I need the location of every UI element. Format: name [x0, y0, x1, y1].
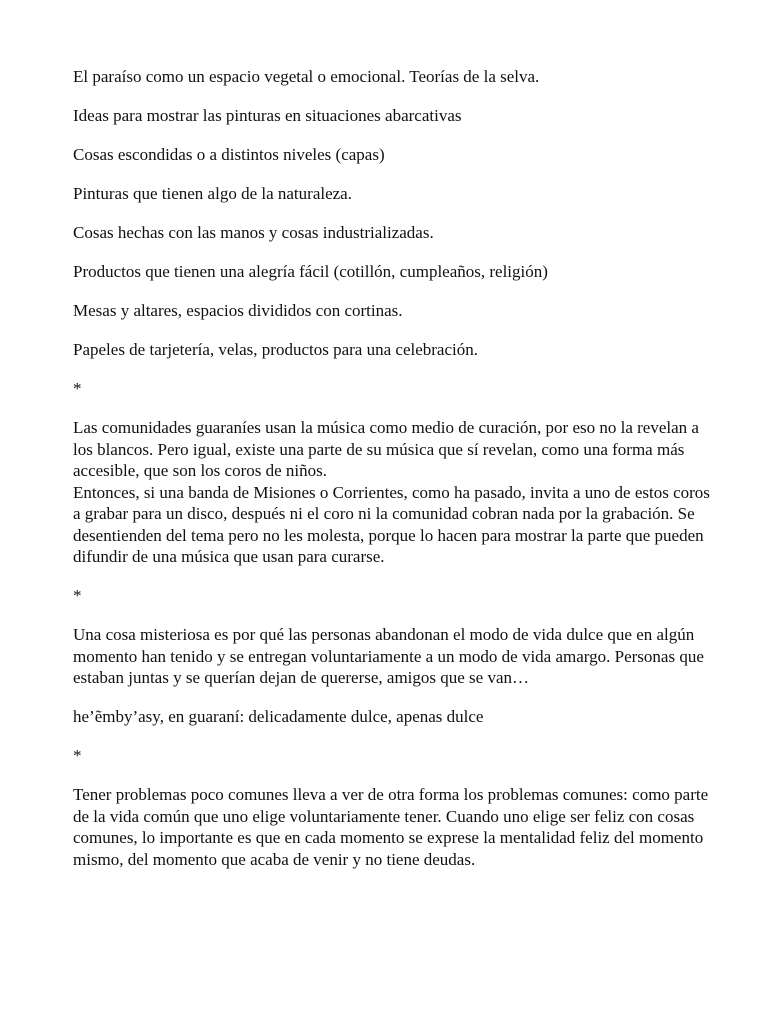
guarani-word-definition: he’ẽmby’asy, en guaraní: delicadamente dulce, apenas dulce: [73, 707, 484, 726]
section-separator: *: [73, 379, 82, 398]
note-line: El paraíso como un espacio vegetal o emocional. Teorías de la selva.: [73, 67, 540, 86]
note-line: Papeles de tarjetería, velas, productos para una celebración.: [73, 340, 478, 359]
section-separator: *: [73, 586, 82, 605]
note-line: Cosas hechas con las manos y cosas industrializadas.: [73, 223, 434, 242]
note-line: Productos que tienen una alegría fácil (cotillón, cumpleaños, religión): [73, 262, 548, 281]
note-line: Ideas para mostrar las pinturas en situaciones abarcativas: [73, 106, 462, 125]
common-problems-paragraph: Tener problemas poco comunes lleva a ver de otra forma los problemas comunes: como parte de la vida común que uno elige voluntariamente tener. Cuando uno elige ser feliz con cosas comunes, lo importante es que en cada momento se exprese la mentalidad feliz del momento mismo, del momento que acaba de venir y no tiene deudas.: [73, 785, 709, 869]
guarani-music-paragraph: Las comunidades guaraníes usan la música como medio de curación, por eso no la revelan a los blancos. Pero igual, existe una parte de su música que sí revelan, como una forma más accesible, que son los coros de niños.: [73, 418, 699, 480]
document-page: [73, 66, 713, 888]
note-line: Pinturas que tienen algo de la naturaleza.: [73, 184, 352, 203]
note-line: Cosas escondidas o a distintos niveles (capas): [73, 145, 385, 164]
recording-paragraph: Entonces, si una banda de Misiones o Corrientes, como ha pasado, invita a uno de estos coros a grabar para un disco, después ni el coro ni la comunidad cobran nada por la grabación. Se desentienden del tema pero no les molesta, porque lo hacen para mostrar la parte que pueden difundir de una música que usan para curarse.: [73, 482, 710, 566]
note-line: Mesas y altares, espacios divididos con cortinas.: [73, 301, 403, 320]
section-separator: *: [73, 746, 82, 765]
sweet-life-paragraph: Una cosa misteriosa es por qué las personas abandonan el modo de vida dulce que en algún momento han tenido y se entregan voluntariamente a un modo de vida amargo. Personas que estaban juntas y se querían dejan de quererse, amigos que se van…: [73, 625, 704, 687]
